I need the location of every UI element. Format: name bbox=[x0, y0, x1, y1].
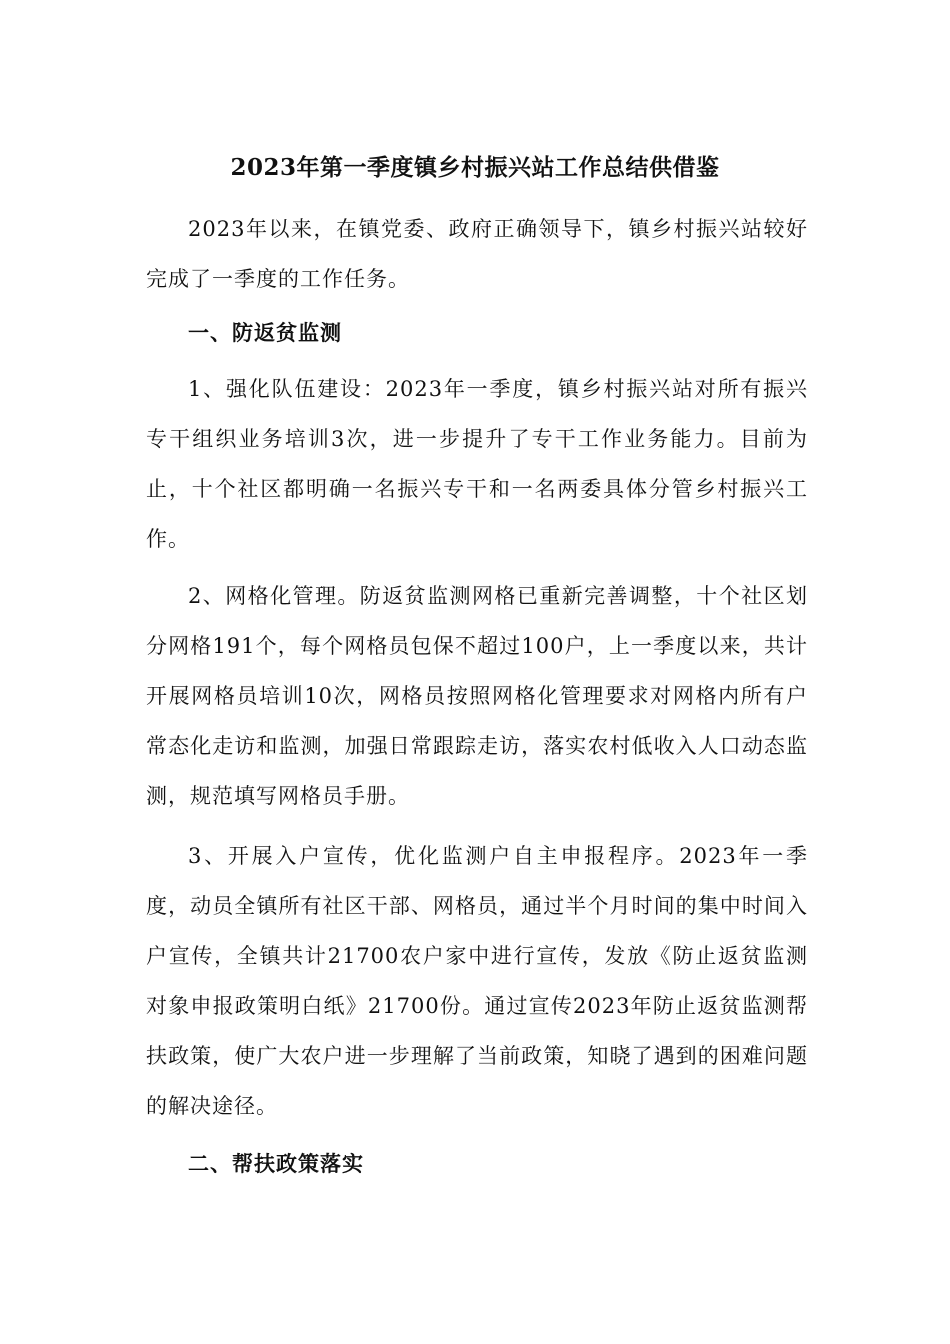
paragraph-2: 2、网格化管理。防返贫监测网格已重新完善调整，十个社区划分网格191个，每个网格员包保不超过100户，上一季度以来，共计开展网格员培训10次，网格员按照网格化管理要求对网格内所有户常态化走访和监测，加强日常跟踪走访，落实农村低收入人口动态监测，规范填写网格员手册。 bbox=[146, 584, 808, 808]
intro-paragraph: 2023年以来，在镇党委、政府正确领导下，镇乡村振兴站较好完成了一季度的工作任务。 bbox=[146, 217, 808, 291]
document-title: 2023年第一季度镇乡村振兴站工作总结供借鉴 bbox=[230, 154, 720, 181]
paragraph-1: 1、强化队伍建设：2023年一季度，镇乡村振兴站对所有振兴专干组织业务培训3次，进一步提升了专干工作业务能力。目前为止，十个社区都明确一名振兴专干和一名两委具体分管乡村振兴工作。 bbox=[146, 377, 808, 551]
section-heading-2: 二、帮扶政策落实 bbox=[188, 1151, 364, 1176]
section-heading-1: 一、防返贫监测 bbox=[188, 320, 342, 345]
paragraph-3: 3、开展入户宣传，优化监测户自主申报程序。2023年一季度，动员全镇所有社区干部、网格员，通过半个月时间的集中时间入户宣传，全镇共计21700农户家中进行宣传，发放《防止返贫监测对象申报政策明白纸》21700份。通过宣传2023年防止返贫监测帮扶政策，使广大农户进一步理解了当前政策，知晓了遇到的困难问题的解决途径。 bbox=[146, 844, 808, 1118]
